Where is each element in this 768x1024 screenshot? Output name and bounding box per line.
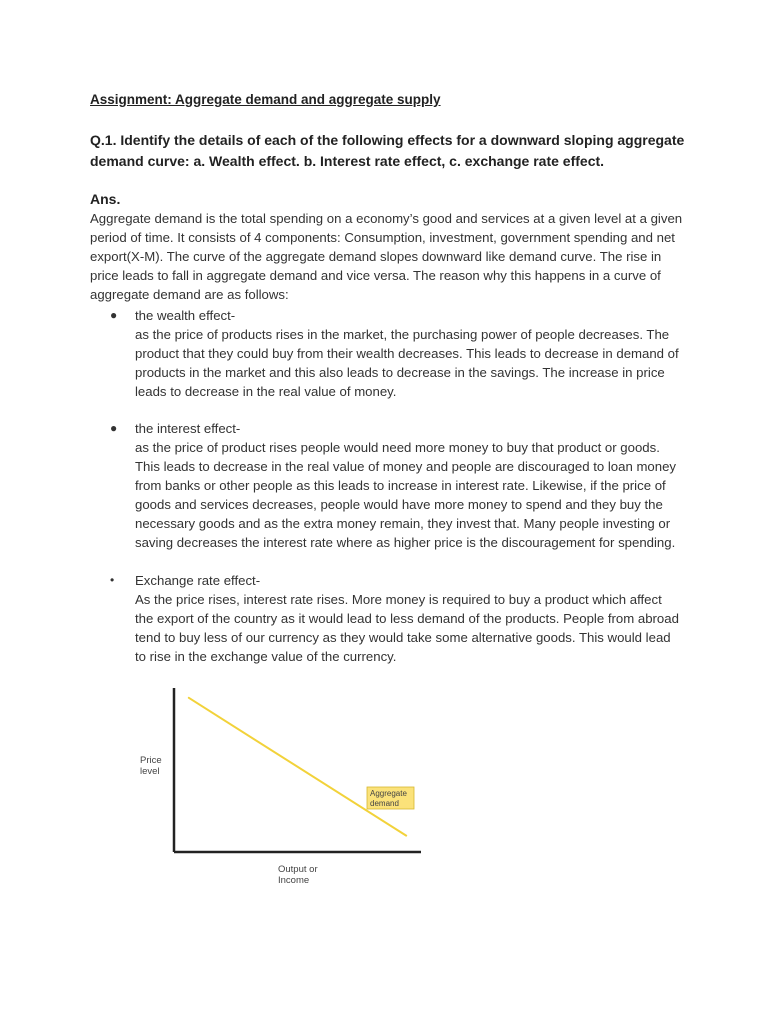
x-axis-label-line2: Income bbox=[278, 875, 310, 886]
bullet-body: as the price of product rises people would need more money to buy that product or goods. This leads to decrease in the real value of money and people are discouraged to loan money from banks or other people as this leads to increase in interest rate. Likewise, if the price of goods and services decreases, people would have more money to spend and they buy the necessary goods and as the extra money remain, they invest that. Many people investing or saving decreases the interest rate where as higher price is the discouragement for spending. bbox=[135, 440, 677, 550]
aggregate-demand-curve bbox=[189, 698, 406, 836]
aggregate-demand-chart bbox=[130, 680, 430, 895]
bullet-heading: the wealth effect- bbox=[135, 308, 236, 323]
question-text: Q.1. Identify the details of each of the following effects for a downward sloping aggregate demand curve: a. Wealth effect. b. Interest rate effect, c. exchange rate effect. bbox=[90, 132, 685, 169]
bullet-body: as the price of products rises in the market, the purchasing power of people decreases. The product that they could buy from their wealth decreases. This leads to decrease in demand of products in the market and this also leads to decrease in the savings. The increase in price leads to decrease in the real value of money. bbox=[135, 327, 679, 399]
bullet-body: As the price rises, interest rate rises. More money is required to buy a product which affect the export of the country as it would lead to less demand of the products. People from abroad tend to buy less of our currency as they would take some alternative goods. This would lead to rise in the exchange value of the currency. bbox=[135, 592, 679, 664]
answer-label: Ans. bbox=[90, 191, 121, 207]
curve-label-line1: Aggregate bbox=[370, 789, 407, 798]
y-axis-label-line1: Price bbox=[140, 755, 162, 766]
bullet-marker: • bbox=[110, 573, 115, 587]
x-axis-label-line1: Output or bbox=[278, 864, 318, 875]
bullet-marker: ● bbox=[110, 421, 118, 435]
bullet-heading: the interest effect- bbox=[135, 421, 241, 436]
curve-label-line2: demand bbox=[370, 799, 399, 808]
intro-paragraph: Aggregate demand is the total spending on a economy’s good and services at a given level at a given period of time. It consists of 4 components: Consumption, investment, government spending and net export(X-M). The curve of the aggregate demand slopes downward like demand curve. The rise in price leads to fall in aggregate demand and vice versa. The reason why this happens in a curve of aggregate demand are as follows: bbox=[90, 211, 683, 302]
assignment-title: Assignment: Aggregate demand and aggregate supply bbox=[90, 92, 441, 107]
bullet-heading: Exchange rate effect- bbox=[135, 573, 261, 588]
y-axis-label-line2: level bbox=[140, 766, 160, 777]
bullet-marker: ● bbox=[110, 308, 118, 322]
